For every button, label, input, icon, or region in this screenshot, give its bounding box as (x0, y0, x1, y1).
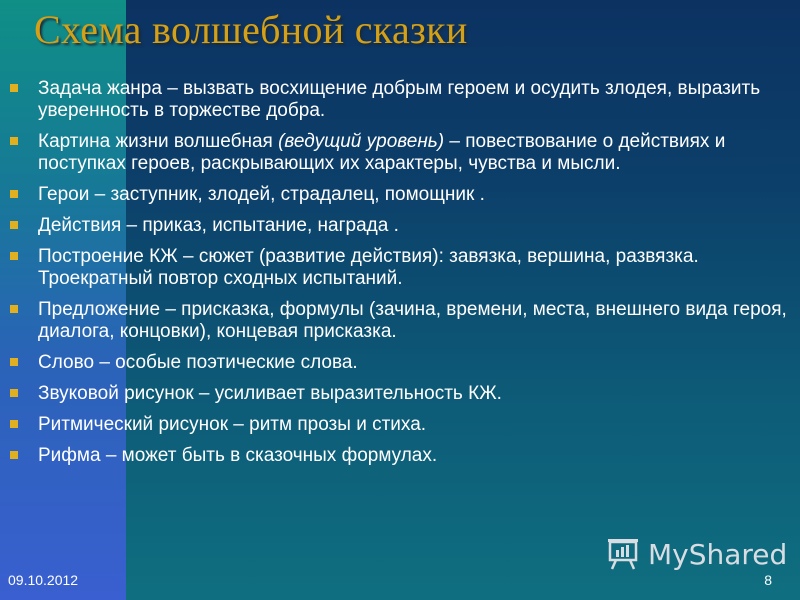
bullet-square-icon (10, 252, 18, 260)
presentation-board-icon (606, 536, 644, 572)
bullet-item (10, 383, 790, 405)
bullet-text: Рифма – может быть в сказочных формулах. (38, 445, 438, 466)
bullet-text: Звуковой рисунок – усиливает выразительность КЖ. (38, 383, 502, 404)
bullet-item (10, 215, 790, 237)
slide-date: 09.10.2012 (8, 572, 79, 588)
bullet-square-icon (10, 358, 18, 366)
bullet-item (10, 184, 790, 206)
bullet-text: Задача жанра – вызвать восхищение добрым героем и осудить злодея, выразить уверенность в торжестве добра. (38, 78, 761, 121)
bullet-text: Действия – приказ, испытание, награда . (38, 215, 399, 236)
bullet-square-icon (10, 420, 18, 428)
bullet-item (10, 131, 790, 175)
page-number: 8 (764, 572, 772, 588)
bullet-square-icon (10, 221, 18, 229)
bullet-square-icon (10, 389, 18, 397)
bullet-item (10, 352, 790, 374)
bullet-item (10, 78, 790, 122)
bullet-text: – повествование о действиях и поступках героев, раскрывающих их характеры, чувства и мысли. (38, 131, 726, 174)
bullet-square-icon (10, 451, 18, 459)
bullet-italic-text: (ведущий уровень) (278, 131, 445, 152)
bullet-square-icon (10, 84, 18, 92)
bullet-square-icon (10, 305, 18, 313)
bullet-text: Картина жизни волшебная (38, 131, 279, 152)
bullet-square-icon (10, 137, 18, 145)
logo-text: MyShared (648, 537, 788, 571)
slide-title: Схема волшебной сказки (34, 7, 468, 52)
bullet-item (10, 414, 790, 436)
bullet-text: Предложение – присказка, формулы (зачина, времени, места, внешнего вида героя, диалога, концовки), концевая присказка. (38, 299, 787, 342)
myshared-logo[interactable] (606, 536, 787, 572)
bullet-text: Слово – особые поэтические слова. (38, 352, 358, 373)
bullet-item (10, 299, 790, 343)
bullet-text: Ритмический рисунок – ритм прозы и стиха. (38, 414, 427, 435)
bullet-item (10, 445, 790, 467)
bullet-list (10, 78, 790, 476)
bullet-square-icon (10, 190, 18, 198)
bullet-item (10, 246, 790, 290)
bullet-text: Герои – заступник, злодей, страдалец, помощник . (38, 184, 485, 205)
bullet-text: Построение КЖ – сюжет (развитие действия): завязка, вершина, развязка. Троекратный повтор сходных испытаний. (38, 246, 699, 289)
